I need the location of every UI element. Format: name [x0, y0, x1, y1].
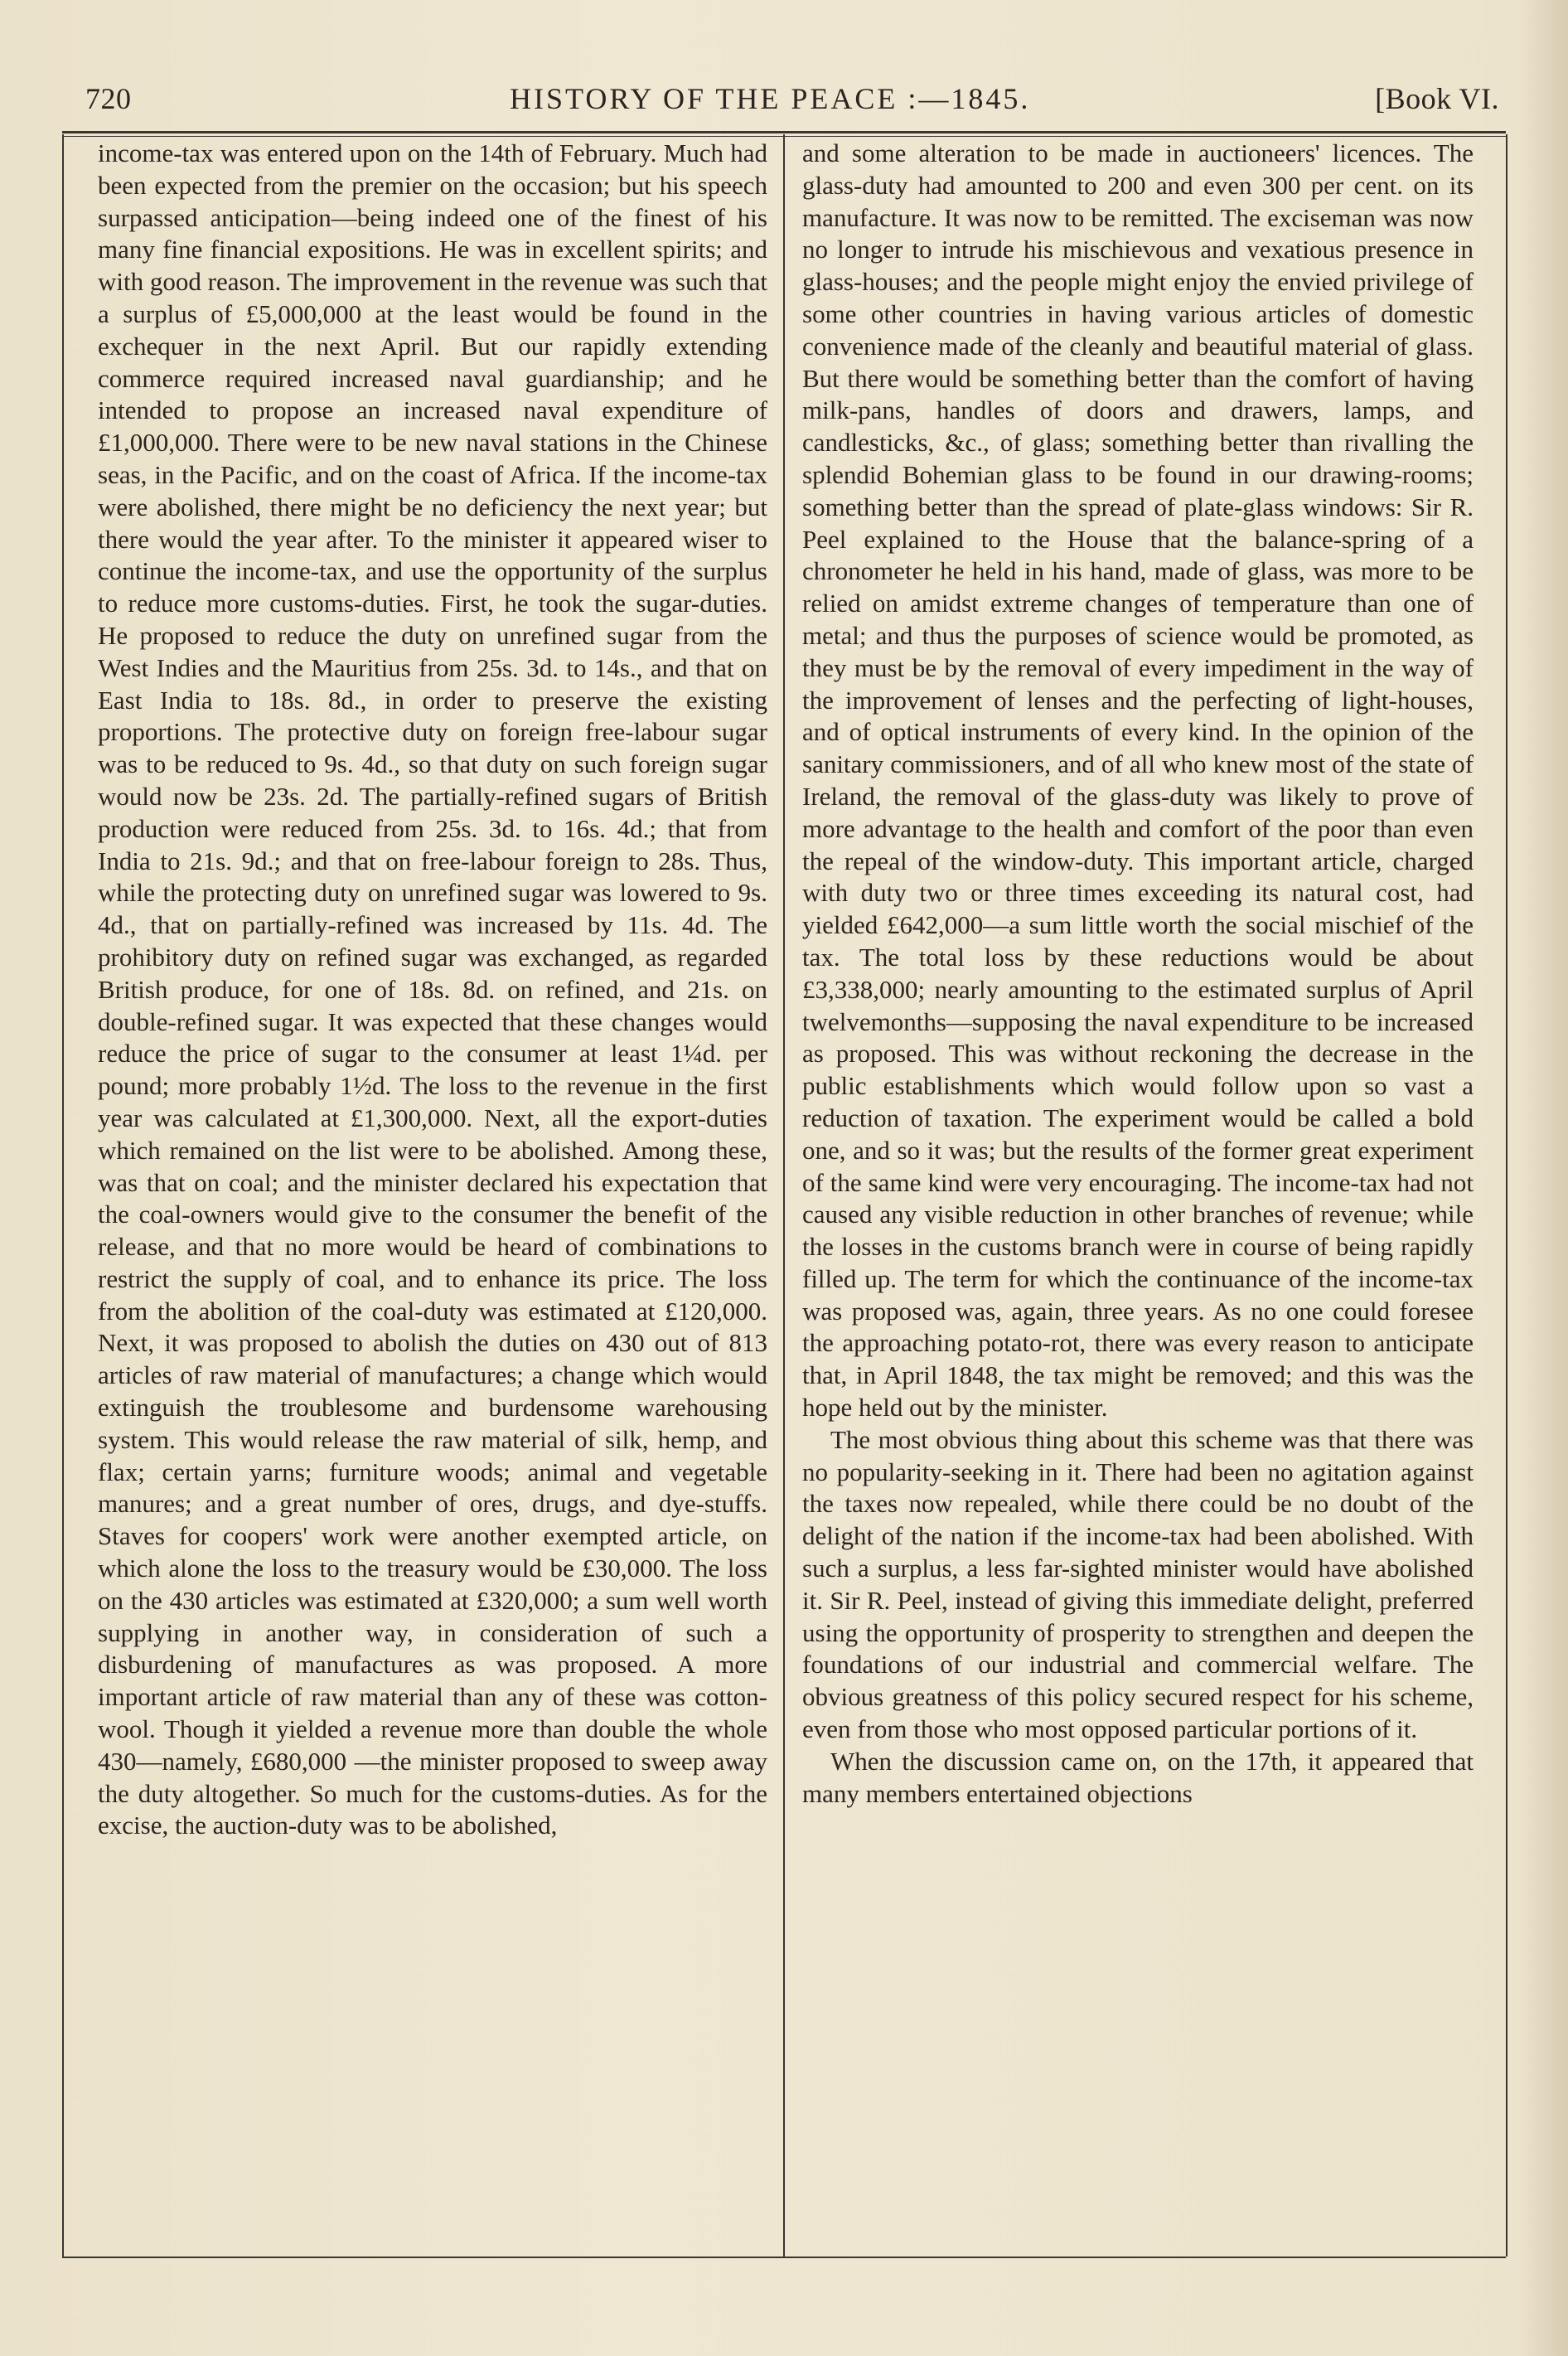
- right-column: [802, 138, 1474, 1810]
- left-border-rule: [62, 134, 64, 2257]
- running-title: HISTORY OF THE PEACE :—1845.: [510, 82, 1031, 115]
- page-header: [62, 73, 1506, 131]
- left-column: [98, 138, 767, 1842]
- paragraph: When the discussion came on, on the 17th, it appeared that many members entertained objections: [802, 1746, 1474, 1808]
- book-label: [Book VI.: [1375, 82, 1499, 115]
- footer-rule: [62, 2257, 1506, 2258]
- column-divider-rule: [783, 134, 785, 2257]
- paragraph: The most obvious thing about this scheme was that there was no popularity-seeking in it. There had been no agitation against the taxes now repealed, while there could be no doubt of the delight of the nation if the income-tax had been abolished. With such a surplus, a less far-sighted minister would have abolished it. Sir R. Peel, instead of giving this immediate delight, preferred using the opportunity of prosperity to strengthen and deepen the foundations of our industrial and commercial welfare. The obvious greatness of this policy secured respect for his scheme, even from those who most opposed particular portions of it.: [802, 1424, 1474, 1744]
- page-gutter-shadow: [1518, 0, 1568, 2356]
- paragraph: income-tax was entered upon on the 14th of February. Much had been expected from the premier on the occasion; but his speech surpassed anticipation—being indeed one of the finest of his many fine financial expositions. He was in excellent spirits; and with good reason. The improvement in the revenue was such that a surplus of £5,000,000 at the least would be found in the exchequer in the next April. But our rapidly extending commerce required increased naval guardianship; and he intended to propose an increased naval expenditure of £1,000,000. There were to be new naval stations in the Chinese seas, in the Pacific, and on the coast of Africa. If the income-tax were abolished, there might be no deficiency the next year; but there would the year after. To the minister it appeared wiser to continue the income-tax, and use the opportunity of the surplus to reduce more customs-duties. First, he took the sugar-duties. He proposed to reduce the duty on unrefined sugar from the West Indies and the Mauritius from 25s. 3d. to 14s., and that on East India to 18s. 8d., in order to preserve the existing proportions. The protective duty on foreign free-labour sugar was to be reduced to 9s. 4d., so that duty on such foreign sugar would now be 23s. 2d. The partially-refined sugars of British production were reduced from 25s. 3d. to 16s. 4d.; that from India to 21s. 9d.; and that on free-labour foreign to 28s. Thus, while the protecting duty on unrefined sugar was lowered to 9s. 4d., that on partially-refined was increased by 11s. 4d. The prohibitory duty on refined sugar was exchanged, as regarded British produce, for one of 18s. 8d. on refined, and 21s. on double-refined sugar. It was expected that these changes would reduce the price of sugar to the consumer at least 1¼d. per pound; more probably 1½d. The loss to the revenue in the first year was calculated at £1,300,000. Next, all the export-duties which remained on the list were to be abolished. Among these, was that on coal; and the minister declared his expectation that the coal-owners would give to the consumer the benefit of the release, and that no more would be heard of combinations to restrict the supply of coal, and to enhance its price. The loss from the abolition of the coal-duty was estimated at £120,000. Next, it was proposed to abolish the duties on 430 out of 813 articles of raw material of manufactures; a change which would extinguish the troublesome and burdensome warehousing system. This would release the raw material of silk, hemp, and flax; certain yarns; furniture woods; animal and vegetable manures; and a great number of ores, drugs, and dye-stuffs. Staves for coopers' work were another exempted article, on which alone the loss to the treasury would be £30,000. The loss on the 430 articles was estimated at £320,000; a sum well worth supplying in another way, in consideration of such a disburdening of manufactures as was proposed. A more important article of raw material than any of these was cotton-wool. Though it yielded a revenue more than double the whole 430—namely, £680,000 —the minister proposed to sweep away the duty altogether. So much for the customs-duties. As for the excise, the auction-duty was to be abolished,: [98, 138, 767, 1840]
- right-border-rule: [1506, 134, 1508, 2257]
- paragraph: and some alteration to be made in auctioneers' licences. The glass-duty had amounted to 200 and even 300 per cent. on its manufacture. It was now to be remitted. The exciseman was now no longer to intrude his mischievous and vexatious presence in glass-houses; and the people might enjoy the envied privilege of some other countries in having various articles of domestic convenience made of the cleanly and beautiful material of glass. But there would be something better than the comfort of having milk-pans, handles of doors and drawers, lamps, and candlesticks, &c., of glass; something better than rivalling the splendid Bohemian glass to be found in our drawing-rooms; something better than the spread of plate-glass windows: Sir R. Peel explained to the House that the balance-spring of a chronometer he held in his hand, made of glass, was more to be relied on amidst extreme changes of temperature than one of metal; and thus the purposes of science would be promoted, as they must be by the removal of every impediment in the way of the improvement of lenses and the perfecting of light-houses, and of optical instruments of every kind. In the opinion of the sanitary commissioners, and of all who knew most of the state of Ireland, the removal of the glass-duty was likely to prove of more advantage to the health and comfort of the poor than even the repeal of the window-duty. This important article, charged with duty two or three times exceeding its natural cost, had yielded £642,000—a sum little worth the social mischief of the tax. The total loss by these reductions would be about £3,338,000; nearly amounting to the estimated surplus of April twelvemonths—supposing the naval expenditure to be increased as proposed. This was without reckoning the decrease in the public establishments which would follow upon so vast a reduction of taxation. The experiment would be called a bold one, and so it was; but the results of the former great experiment of the same kind were very encouraging. The income-tax had not caused any visible reduction in other branches of revenue; while the losses in the customs branch were in course of being rapidly filled up. The term for which the continuance of the income-tax was proposed was, again, three years. As no one could foresee the approaching potato-rot, there was every reason to anticipate that, in April 1848, the tax might be removed; and this was the hope held out by the minister.: [802, 138, 1474, 1423]
- header-rule: [62, 131, 1506, 133]
- page-number: 720: [85, 82, 132, 115]
